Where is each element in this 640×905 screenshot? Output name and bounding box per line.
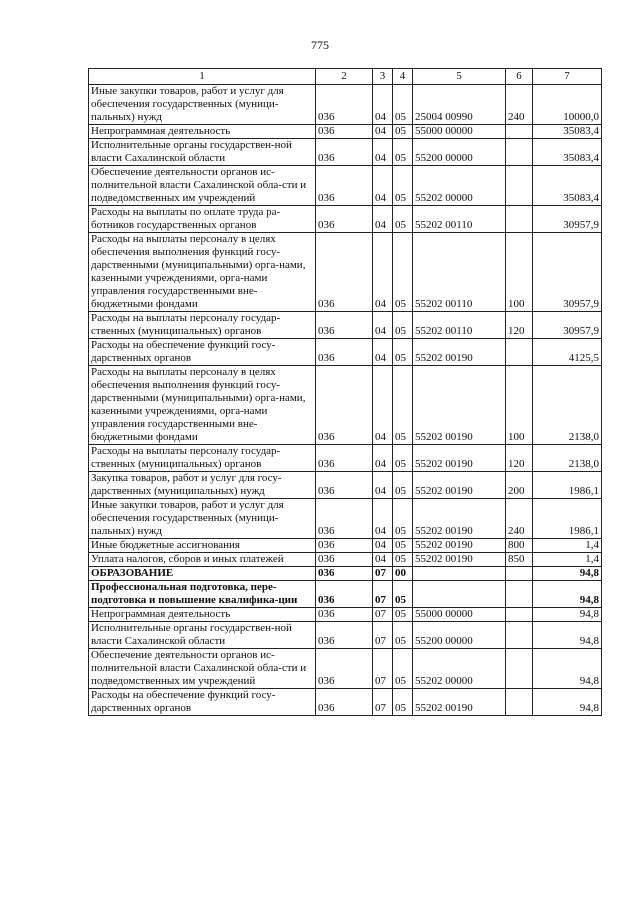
cell-target-article: 55202 00190 [413, 689, 506, 716]
cell-admin-code: 036 [316, 649, 373, 689]
cell-target-article: 55202 00190 [413, 472, 506, 499]
cell-admin-code: 036 [316, 499, 373, 539]
cell-amount: 30957,9 [533, 233, 602, 312]
table-row [89, 608, 602, 622]
page-number: 775 [311, 38, 329, 52]
cell-amount: 1,4 [533, 539, 602, 553]
cell-expense-type [506, 139, 533, 166]
cell-section: 04 [373, 206, 393, 233]
cell-subsection: 05 [393, 339, 413, 366]
cell-name: Иные закупки товаров, работ и услуг для обеспечения государственных (муници-пальных) нужд [89, 499, 316, 539]
cell-target-article: 55000 00000 [413, 125, 506, 139]
cell-expense-type: 100 [506, 366, 533, 445]
cell-subsection: 05 [393, 608, 413, 622]
column-header: 3 [373, 69, 393, 85]
cell-target-article: 55202 00000 [413, 649, 506, 689]
cell-section: 04 [373, 166, 393, 206]
cell-subsection: 05 [393, 125, 413, 139]
cell-admin-code: 036 [316, 366, 373, 445]
cell-subsection: 05 [393, 539, 413, 553]
cell-section: 04 [373, 139, 393, 166]
cell-admin-code: 036 [316, 339, 373, 366]
cell-expense-type [506, 125, 533, 139]
cell-amount: 2138,0 [533, 366, 602, 445]
cell-target-article: 55200 00000 [413, 622, 506, 649]
cell-section: 04 [373, 339, 393, 366]
cell-subsection: 05 [393, 166, 413, 206]
cell-expense-type: 850 [506, 553, 533, 567]
cell-amount: 2138,0 [533, 445, 602, 472]
cell-amount: 94,8 [533, 608, 602, 622]
cell-amount: 94,8 [533, 689, 602, 716]
table-row [89, 366, 602, 445]
cell-subsection: 05 [393, 85, 413, 125]
cell-section: 04 [373, 233, 393, 312]
cell-section: 07 [373, 581, 393, 608]
cell-section: 04 [373, 312, 393, 339]
cell-target-article: 55202 00190 [413, 445, 506, 472]
cell-expense-type: 240 [506, 499, 533, 539]
table-row [89, 539, 602, 553]
cell-subsection: 05 [393, 139, 413, 166]
cell-amount: 94,8 [533, 649, 602, 689]
cell-section: 07 [373, 567, 393, 581]
column-header: 6 [506, 69, 533, 85]
cell-name: Непрограммная деятельность [89, 125, 316, 139]
cell-expense-type: 100 [506, 233, 533, 312]
cell-expense-type [506, 649, 533, 689]
cell-section: 04 [373, 539, 393, 553]
cell-subsection: 05 [393, 553, 413, 567]
table-row [89, 312, 602, 339]
table-row [89, 472, 602, 499]
cell-subsection: 05 [393, 233, 413, 312]
column-header: 4 [393, 69, 413, 85]
cell-name: Расходы на обеспечение функций госу-дарственных органов [89, 689, 316, 716]
cell-expense-type: 120 [506, 312, 533, 339]
cell-target-article: 55202 00190 [413, 553, 506, 567]
cell-name: Расходы на выплаты персоналу государ-ственных (муниципальных) органов [89, 445, 316, 472]
table-row [89, 689, 602, 716]
cell-target-article: 55202 00190 [413, 366, 506, 445]
cell-admin-code: 036 [316, 445, 373, 472]
cell-expense-type [506, 567, 533, 581]
table-row [89, 166, 602, 206]
cell-target-article: 55202 00000 [413, 166, 506, 206]
table-row [89, 206, 602, 233]
column-header: 7 [533, 69, 602, 85]
cell-admin-code: 036 [316, 312, 373, 339]
cell-name: Расходы на обеспечение функций госу-дарственных органов [89, 339, 316, 366]
cell-admin-code: 036 [316, 233, 373, 312]
cell-name: Расходы на выплаты по оплате труда ра-ботников государственных органов [89, 206, 316, 233]
cell-name: Обеспечение деятельности органов ис-полнительной власти Сахалинской обла-сти и подведомственных им учреждений [89, 649, 316, 689]
cell-name: Уплата налогов, сборов и иных платежей [89, 553, 316, 567]
cell-name: Закупка товаров, работ и услуг для госу-дарственных (муниципальных) нужд [89, 472, 316, 499]
cell-admin-code: 036 [316, 581, 373, 608]
cell-subsection: 05 [393, 366, 413, 445]
cell-target-article: 55202 00190 [413, 539, 506, 553]
cell-subsection: 05 [393, 499, 413, 539]
table-row [89, 85, 602, 125]
cell-expense-type: 200 [506, 472, 533, 499]
table-row [89, 553, 602, 567]
cell-target-article: 55202 00190 [413, 499, 506, 539]
table-row [89, 339, 602, 366]
table-row [89, 233, 602, 312]
cell-section: 07 [373, 608, 393, 622]
cell-section: 04 [373, 499, 393, 539]
cell-subsection: 05 [393, 622, 413, 649]
cell-amount: 4125,5 [533, 339, 602, 366]
cell-target-article: 55202 00110 [413, 233, 506, 312]
cell-section: 04 [373, 85, 393, 125]
table-row [89, 139, 602, 166]
cell-admin-code: 036 [316, 567, 373, 581]
cell-amount: 10000,0 [533, 85, 602, 125]
cell-amount: 35083,4 [533, 166, 602, 206]
table-row [89, 125, 602, 139]
cell-name: Расходы на выплаты персоналу государ-ственных (муниципальных) органов [89, 312, 316, 339]
cell-target-article: 55202 00190 [413, 339, 506, 366]
cell-amount: 1986,1 [533, 499, 602, 539]
cell-subsection: 05 [393, 472, 413, 499]
cell-amount: 30957,9 [533, 206, 602, 233]
cell-expense-type: 800 [506, 539, 533, 553]
cell-section: 04 [373, 366, 393, 445]
cell-admin-code: 036 [316, 206, 373, 233]
table-row [89, 622, 602, 649]
cell-subsection: 05 [393, 312, 413, 339]
table-row [89, 445, 602, 472]
cell-expense-type [506, 206, 533, 233]
cell-section: 04 [373, 472, 393, 499]
cell-name: Исполнительные органы государствен-ной власти Сахалинской области [89, 622, 316, 649]
cell-name: ОБРАЗОВАНИЕ [89, 567, 316, 581]
cell-admin-code: 036 [316, 553, 373, 567]
cell-amount: 94,8 [533, 581, 602, 608]
cell-name: Расходы на выплаты персоналу в целях обеспечения выполнения функций госу-дарственными (муниципальными) орга-нами, казенными учреждениями, орга-нами управления государственными вне-бюджетными фондами [89, 366, 316, 445]
cell-admin-code: 036 [316, 689, 373, 716]
column-header: 1 [89, 69, 316, 85]
cell-expense-type [506, 689, 533, 716]
cell-amount: 1,4 [533, 553, 602, 567]
column-header: 5 [413, 69, 506, 85]
cell-name: Иные закупки товаров, работ и услуг для обеспечения государственных (муници-пальных) нужд [89, 85, 316, 125]
cell-admin-code: 036 [316, 622, 373, 649]
cell-section: 07 [373, 689, 393, 716]
cell-admin-code: 036 [316, 472, 373, 499]
cell-admin-code: 036 [316, 139, 373, 166]
cell-amount: 30957,9 [533, 312, 602, 339]
header-row [89, 69, 602, 85]
cell-admin-code: 036 [316, 539, 373, 553]
cell-name: Исполнительные органы государствен-ной власти Сахалинской области [89, 139, 316, 166]
cell-target-article [413, 567, 506, 581]
cell-section: 07 [373, 649, 393, 689]
column-header: 2 [316, 69, 373, 85]
cell-section: 04 [373, 553, 393, 567]
cell-expense-type [506, 581, 533, 608]
cell-section: 04 [373, 125, 393, 139]
cell-expense-type: 240 [506, 85, 533, 125]
cell-amount: 94,8 [533, 622, 602, 649]
cell-subsection: 05 [393, 581, 413, 608]
cell-name: Профессиональная подготовка, пере-подготовка и повышение квалифика-ции [89, 581, 316, 608]
cell-name: Обеспечение деятельности органов ис-полнительной власти Сахалинской обла-сти и подведомственных им учреждений [89, 166, 316, 206]
cell-target-article: 55202 00110 [413, 206, 506, 233]
cell-name: Иные бюджетные ассигнования [89, 539, 316, 553]
cell-admin-code: 036 [316, 608, 373, 622]
cell-admin-code: 036 [316, 125, 373, 139]
cell-target-article: 25004 00990 [413, 85, 506, 125]
cell-admin-code: 036 [316, 166, 373, 206]
cell-name: Непрограммная деятельность [89, 608, 316, 622]
table-row [89, 649, 602, 689]
budget-table [88, 68, 602, 716]
cell-target-article: 55000 00000 [413, 608, 506, 622]
cell-expense-type: 120 [506, 445, 533, 472]
cell-subsection: 05 [393, 649, 413, 689]
cell-amount: 35083,4 [533, 125, 602, 139]
cell-target-article: 55202 00110 [413, 312, 506, 339]
cell-admin-code: 036 [316, 85, 373, 125]
cell-target-article [413, 581, 506, 608]
cell-subsection: 05 [393, 445, 413, 472]
table-row [89, 567, 602, 581]
cell-amount: 94,8 [533, 567, 602, 581]
cell-expense-type [506, 622, 533, 649]
cell-amount: 1986,1 [533, 472, 602, 499]
cell-subsection: 00 [393, 567, 413, 581]
cell-target-article: 55200 00000 [413, 139, 506, 166]
cell-expense-type [506, 166, 533, 206]
cell-expense-type [506, 339, 533, 366]
cell-expense-type [506, 608, 533, 622]
cell-section: 07 [373, 622, 393, 649]
cell-amount: 35083,4 [533, 139, 602, 166]
cell-subsection: 05 [393, 689, 413, 716]
cell-name: Расходы на выплаты персоналу в целях обеспечения выполнения функций госу-дарственными (муниципальными) орга-нами, казенными учреждениями, орга-нами управления государственными вне-бюджетными фондами [89, 233, 316, 312]
table-row [89, 581, 602, 608]
cell-subsection: 05 [393, 206, 413, 233]
table-row [89, 499, 602, 539]
cell-section: 04 [373, 445, 393, 472]
